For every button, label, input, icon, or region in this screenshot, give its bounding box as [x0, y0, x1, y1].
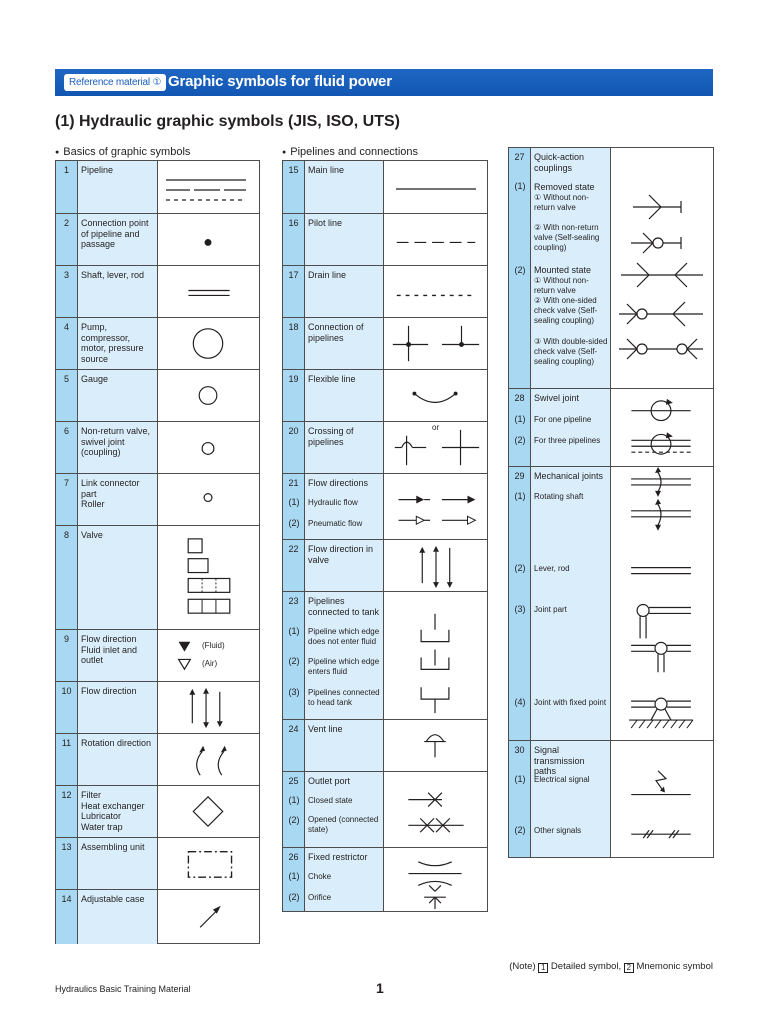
- adjustable-arrow-symbol: [158, 890, 259, 944]
- outlet-port-symbol: [384, 772, 487, 847]
- table-row: 3 Shaft, lever, rod: [56, 265, 259, 317]
- non-return-circle-symbol: [158, 422, 259, 473]
- table-row: 12 Filter Heat exchanger Lubricator Water trap: [56, 785, 259, 837]
- table-row: 9 Flow direction Fluid inlet and outlet (Fluid) (Air): [56, 629, 259, 681]
- section-title: (1) Hydraulic graphic symbols (JIS, ISO, UTS): [55, 113, 400, 130]
- flexible-line-symbol: [384, 370, 487, 421]
- footer-title: Hydraulics Basic Training Material: [55, 984, 191, 994]
- table-row: 15 Main line: [283, 161, 487, 213]
- air-label: (Air): [202, 659, 218, 668]
- drain-line-symbol: [384, 266, 487, 317]
- table-row: 11 Rotation direction: [56, 733, 259, 785]
- flow-triangles-symbol: [158, 630, 259, 681]
- table-row: 14 Adjustable case: [56, 889, 259, 944]
- pipeline-symbol: [158, 161, 259, 213]
- detailed-box: 1: [538, 963, 548, 973]
- pipeline-connection-symbol: [384, 318, 487, 369]
- fluid-label: (Fluid): [202, 641, 225, 650]
- swivel-joint-symbol: [611, 389, 713, 466]
- table-basics: [55, 160, 260, 944]
- table-row: 21 (1) (2) Flow directions Hydraulic flow Pneumatic flow: [283, 473, 487, 539]
- column-heading-basics: ● Basics of graphic symbols: [55, 146, 190, 158]
- table-row: 22 Flow direction in valve: [283, 539, 487, 591]
- vent-line-symbol: [384, 720, 487, 771]
- table-row: 30 (1) (2) Signal transmission paths Electrical signal Other signals: [509, 740, 713, 857]
- table-row: 28 (1) (2) Swivel joint For one pipeline For three pipelines: [509, 388, 713, 466]
- legend-note: (Note) 1 Detailed symbol, 2 Mnemonic symbol: [509, 961, 713, 972]
- table-row: 26 (1) (2) Fixed restrictor Choke Orifice: [283, 847, 487, 911]
- table-row: 20 Crossing of pipelines or: [283, 421, 487, 473]
- rotation-arrows-symbol: [158, 734, 259, 785]
- table-row: 24 Vent line: [283, 719, 487, 771]
- banner-title: Graphic symbols for fluid power: [168, 73, 392, 90]
- table-row: 18 Connection of pipelines: [283, 317, 487, 369]
- table-row: 13 Assembling unit: [56, 837, 259, 889]
- table-row: 17 Drain line: [283, 265, 487, 317]
- pump-circle-symbol: [158, 318, 259, 369]
- table-row: 8 Valve: [56, 525, 259, 629]
- fixed-restrictor-symbol: [384, 848, 487, 911]
- pilot-line-symbol: [384, 214, 487, 265]
- page-number: 1: [376, 980, 384, 996]
- table-row: 2 Connection point of pipeline and passage: [56, 213, 259, 265]
- connection-point-symbol: [158, 214, 259, 265]
- column-heading-pipelines: ● Pipelines and connections: [282, 146, 418, 158]
- valve-squares-symbol: [158, 526, 259, 629]
- valve-flow-arrows-symbol: [384, 540, 487, 591]
- flow-directions-symbol: [384, 474, 487, 539]
- table-row: 27 (1) (2) Quick-action couplings Removed state ① Without non-return valve ② With non-return valve (Self-sealing coupling) Mounted state ① Without non-return valve ② With one-sided check valve (Self-sealing coupling) ③ With double-sided check valve (Self-sealing coupling): [509, 148, 713, 388]
- reference-badge: Reference material ①: [64, 74, 166, 91]
- mechanical-joints-symbol: [611, 467, 713, 740]
- table-row: 4 Pump, compressor, motor, pressure source: [56, 317, 259, 369]
- table-row: 5 Gauge: [56, 369, 259, 421]
- mnemonic-box: 2: [624, 963, 634, 973]
- table-pipelines: [282, 160, 488, 912]
- table-row: 1 Pipeline: [56, 161, 259, 213]
- table-row: 25 (1) (2) Outlet port Closed state Opened (connected state): [283, 771, 487, 847]
- signal-paths-symbol: [611, 741, 713, 857]
- gauge-circle-symbol: [158, 370, 259, 421]
- tank-connection-symbol: [384, 592, 487, 719]
- quick-coupling-symbol: [611, 148, 713, 388]
- or-label: or: [432, 423, 440, 432]
- assembling-unit-symbol: [158, 838, 259, 889]
- shaft-symbol: [158, 266, 259, 317]
- table-row: 19 Flexible line: [283, 369, 487, 421]
- flow-direction-arrows-symbol: [158, 682, 259, 733]
- table-row: 16 Pilot line: [283, 213, 487, 265]
- table-row: 23 (1) (2) (3) Pipelines connected to tank Pipeline which edge does not enter fluid Pipeline which edge enters fluid Pipelines connected to head tank: [283, 591, 487, 719]
- table-row: 7 Link connector part Roller: [56, 473, 259, 525]
- main-line-symbol: [384, 161, 487, 213]
- roller-circle-symbol: [158, 474, 259, 525]
- header-banner: [55, 69, 713, 96]
- table-row: 6 Non-return valve, swivel joint (coupling): [56, 421, 259, 473]
- filter-diamond-symbol: [158, 786, 259, 837]
- table-row: 29 (1) (2) (3) (4) Mechanical joints Rotating shaft Lever, rod Joint part Joint with fixed point: [509, 466, 713, 740]
- table-row: 10 Flow direction: [56, 681, 259, 733]
- table-couplings-joints: [508, 147, 714, 858]
